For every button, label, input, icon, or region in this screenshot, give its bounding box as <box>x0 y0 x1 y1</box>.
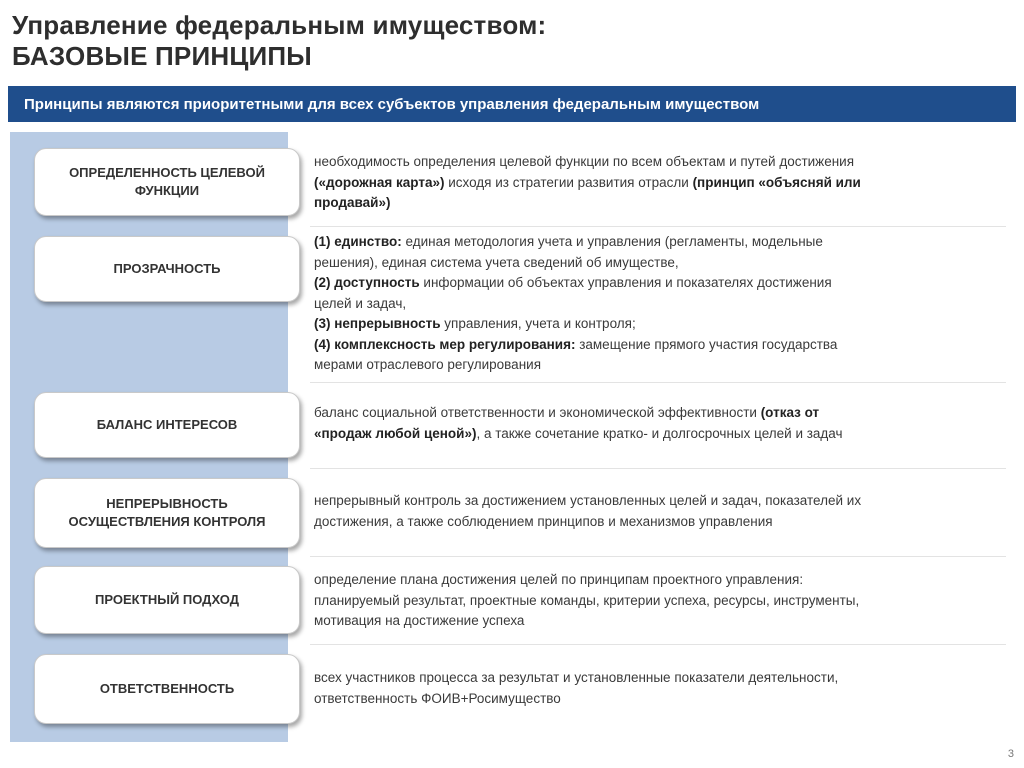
desc-text: информации об объектах управления и показателях достижения <box>419 275 832 290</box>
principles-banner: Принципы являются приоритетными для всех субъектов управления федеральным имуществом <box>8 86 1016 122</box>
desc-bold-text: (2) доступность <box>314 275 420 290</box>
desc-line <box>314 335 1004 356</box>
desc-text: достижения, а также соблюдением принципов и механизмов управления <box>314 513 773 529</box>
desc-line <box>314 253 1004 274</box>
principle-card-project: ПРОЕКТНЫЙ ПОДХОД <box>34 566 300 634</box>
slide-title-line2: БАЗОВЫЕ ПРИНЦИПЫ <box>12 41 312 71</box>
row-separator <box>310 468 1006 469</box>
principle-card-responsibility: ОТВЕТСТВЕННОСТЬ <box>34 654 300 724</box>
desc-text: исходя из стратегии развития отрасли <box>444 174 693 190</box>
slide-title-line1: Управление федеральным имуществом: <box>12 10 547 40</box>
principle-desc-project <box>314 570 1004 632</box>
principle-card-control: НЕПРЕРЫВНОСТЬ ОСУЩЕСТВЛЕНИЯ КОНТРОЛЯ <box>34 478 300 548</box>
desc-bold-text: (отказ от <box>760 405 820 420</box>
principle-desc-control <box>314 491 1004 532</box>
desc-line <box>314 668 1004 689</box>
desc-line <box>314 689 1004 710</box>
desc-line <box>314 424 1004 445</box>
desc-text: управления, учета и контроля; <box>440 316 636 331</box>
desc-text: необходимость определения целевой функции по всем объектам и путей достижения <box>314 154 855 169</box>
desc-line <box>314 314 1004 335</box>
row-separator <box>310 382 1006 383</box>
desc-text: всех участников процесса за результат и установленные показатели деятельности, <box>314 670 839 685</box>
desc-line <box>314 273 1004 294</box>
desc-text: непрерывный контроль за достижением установленных целей и задач, показателей их <box>314 493 862 508</box>
principle-card-balance: БАЛАНС ИНТЕРЕСОВ <box>34 392 300 458</box>
row-separator <box>310 226 1006 227</box>
desc-line <box>314 173 1004 194</box>
principle-desc-transparency <box>314 232 1004 376</box>
desc-line <box>314 232 1004 253</box>
desc-line <box>314 294 1004 315</box>
desc-line <box>314 152 1004 173</box>
desc-line <box>314 403 1004 424</box>
desc-bold-text: (принцип «объясняй или <box>692 174 861 190</box>
desc-text: решения), единая система учета сведений об имуществе, <box>314 254 679 270</box>
desc-bold-text: «продаж любой ценой») <box>314 425 477 441</box>
desc-text: единая методология учета и управления (регламенты, модельные <box>401 234 823 249</box>
desc-text: баланс социальной ответственности и экономической эффективности <box>314 405 761 420</box>
desc-bold-text: (3) непрерывность <box>314 316 441 331</box>
desc-text: ответственность ФОИВ+Росимущество <box>314 690 561 706</box>
desc-text: мерами отраслевого регулирования <box>314 357 542 372</box>
desc-bold-text: («дорожная карта») <box>314 174 445 190</box>
desc-bold-text: (1) единство: <box>314 234 402 249</box>
desc-line <box>314 512 1004 533</box>
desc-text: целей и задач, <box>314 295 407 311</box>
desc-line <box>314 611 1004 632</box>
desc-line <box>314 591 1004 612</box>
desc-text: , а также сочетание кратко- и долгосрочных целей и задач <box>476 425 843 441</box>
principle-desc-balance <box>314 403 1004 444</box>
page-number: 3 <box>1007 748 1014 760</box>
row-separator <box>310 644 1006 645</box>
desc-text: планируемый результат, проектные команды, критерии успеха, ресурсы, инструменты, <box>314 592 860 608</box>
principle-card-transparency: ПРОЗРАЧНОСТЬ <box>34 236 300 302</box>
principle-desc-responsibility <box>314 668 1004 709</box>
desc-text: замещение прямого участия государства <box>575 336 838 352</box>
desc-line <box>314 355 1004 376</box>
desc-bold-text: продавай») <box>314 195 391 210</box>
desc-line <box>314 570 1004 591</box>
principle-card-target-function: ОПРЕДЕЛЕННОСТЬ ЦЕЛЕВОЙ ФУНКЦИИ <box>34 148 300 216</box>
desc-bold-text: (4) комплексность мер регулирования: <box>314 336 576 352</box>
row-separator <box>310 556 1006 557</box>
desc-text: определение плана достижения целей по принципам проектного управления: <box>314 572 804 587</box>
principle-desc-target-function <box>314 152 1004 214</box>
desc-line <box>314 193 1004 214</box>
desc-text: мотивация на достижение успеха <box>314 613 525 628</box>
slide-title <box>12 10 546 72</box>
desc-line <box>314 491 1004 512</box>
